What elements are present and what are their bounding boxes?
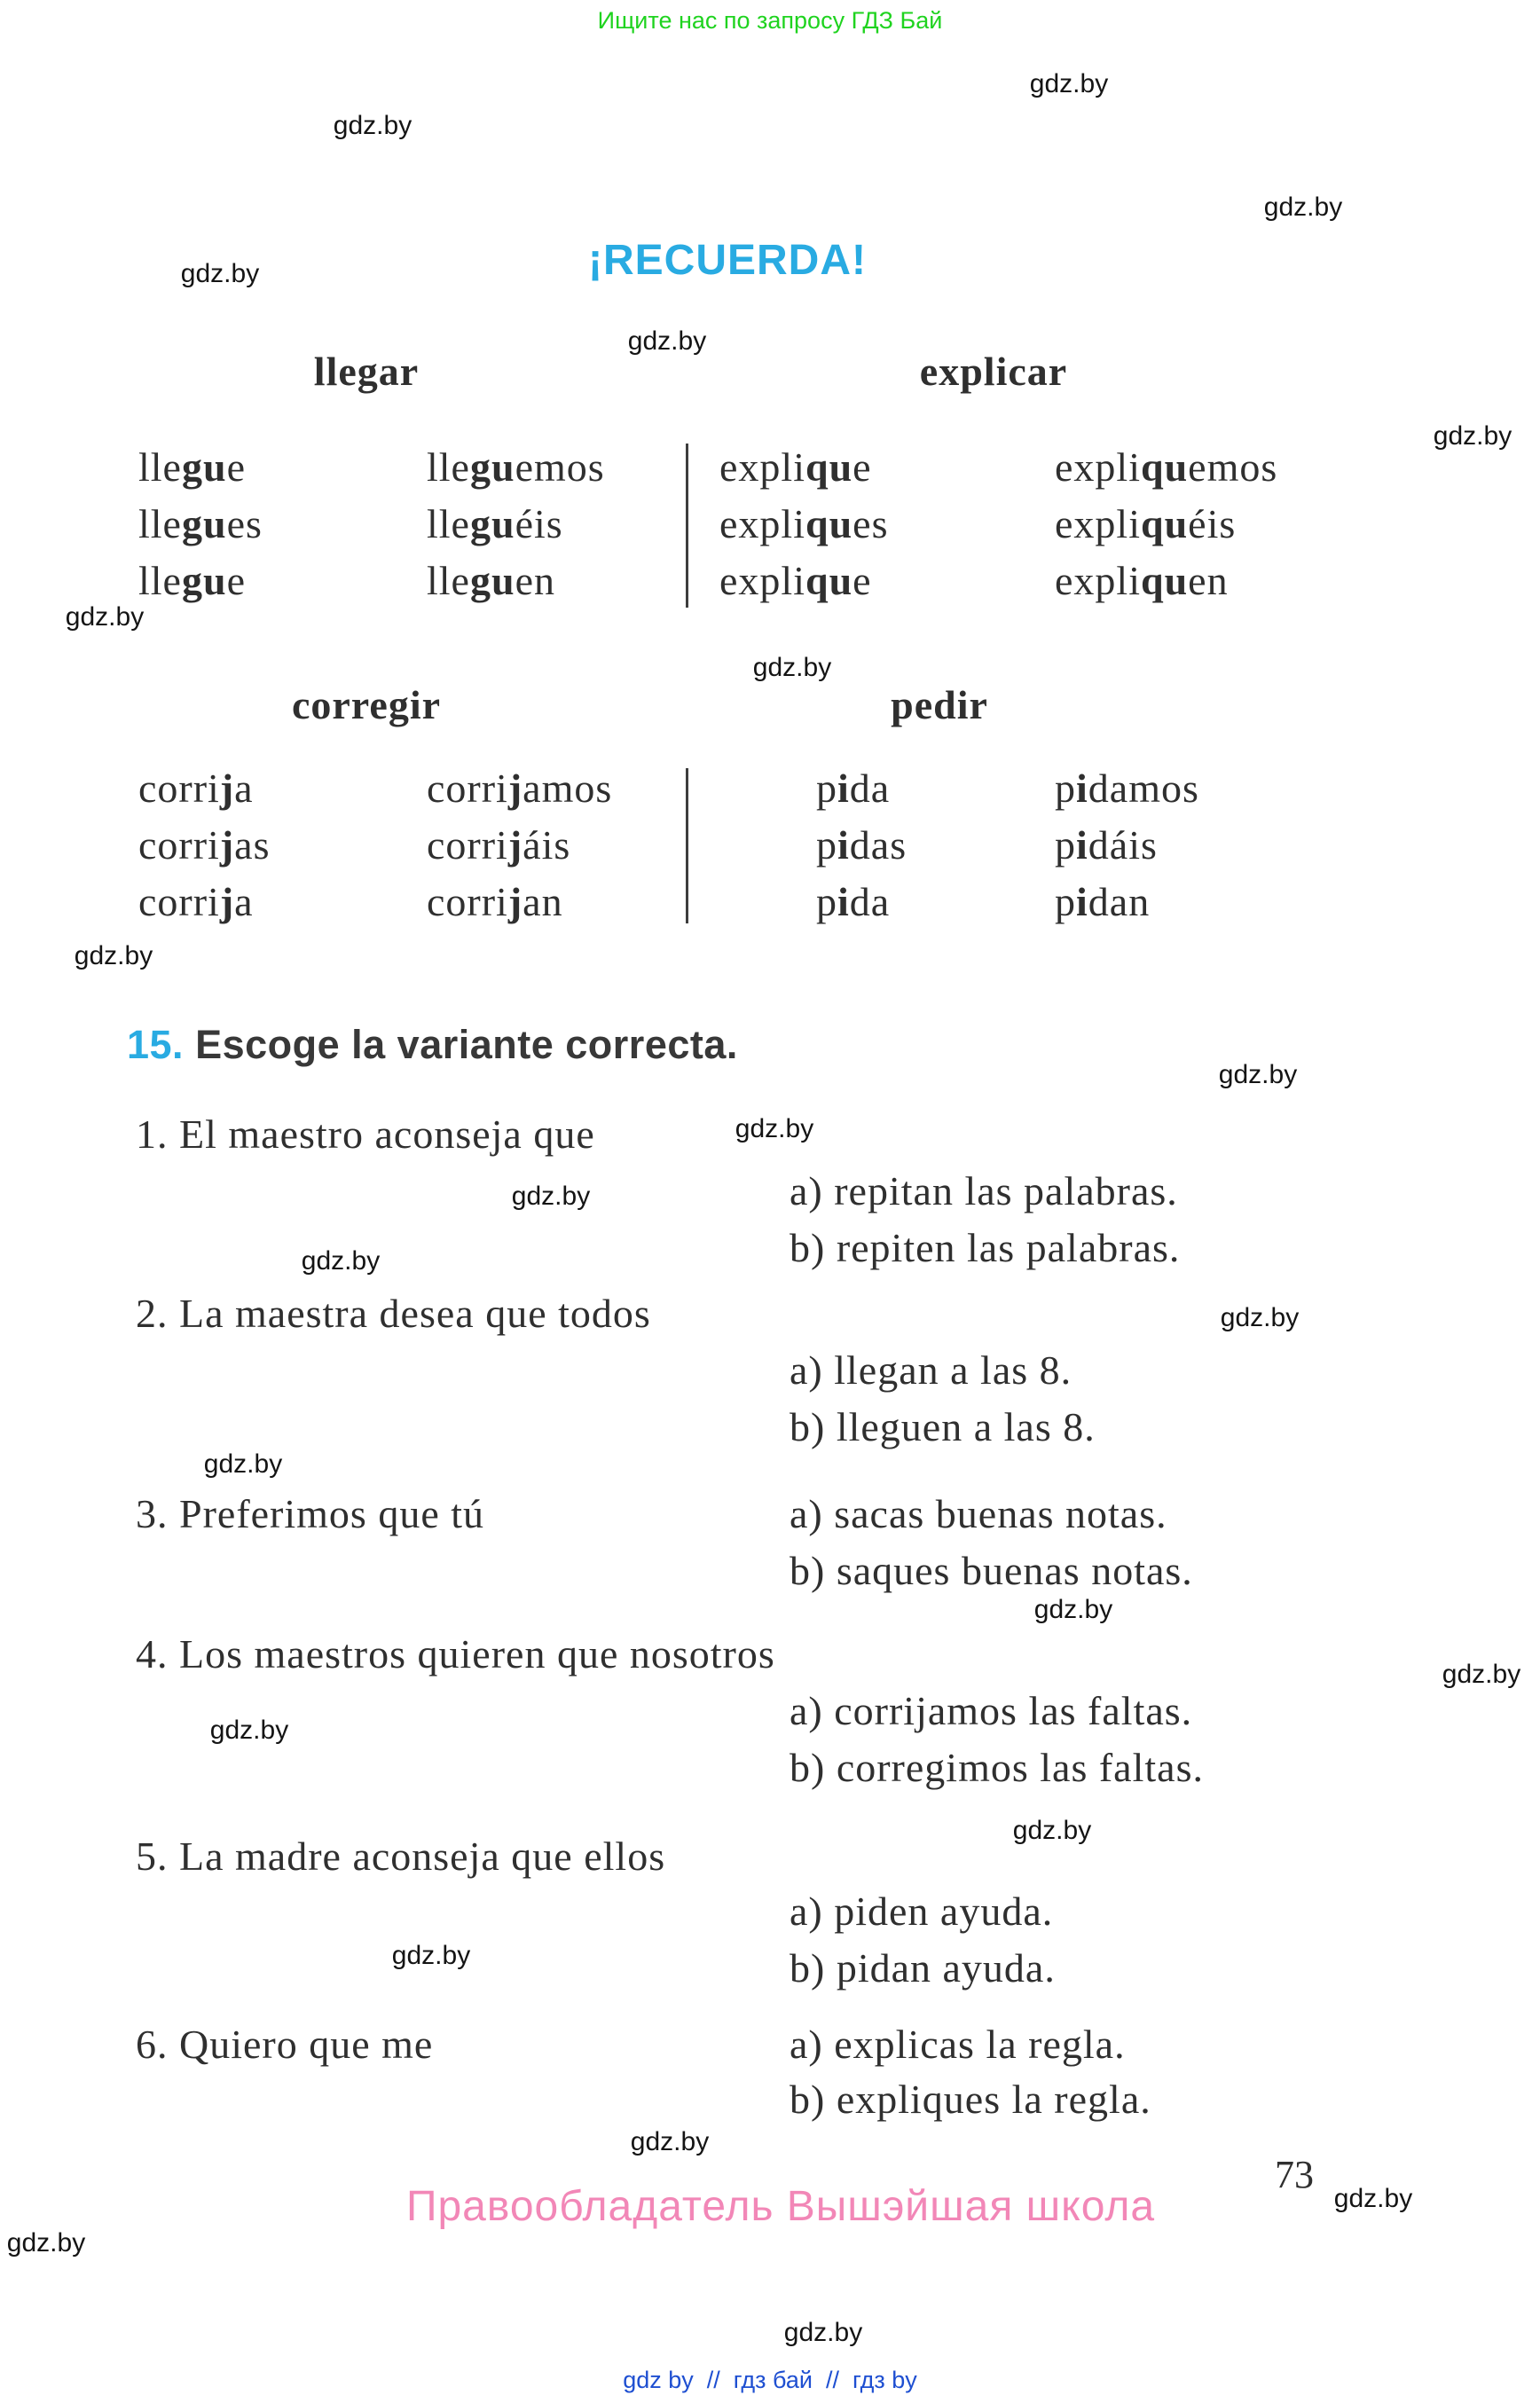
gdz-watermark: gdz.by (1433, 421, 1512, 451)
conjugation-cell: pida (816, 766, 891, 811)
gdz-watermark: gdz.by (1263, 192, 1343, 222)
gdz-watermark: gdz.by (627, 326, 707, 356)
conjugation-cell: expliquemos (1055, 444, 1278, 490)
conjugation-cell: pidamos (1055, 766, 1199, 811)
table-divider (686, 444, 688, 608)
item-stem: 4. Los maestros quieren que nosotros (136, 1631, 775, 1677)
conjugation-cell: lleguemos (427, 444, 605, 490)
item-stem: 5. La madre aconseja que ellos (136, 1834, 666, 1879)
gdz-watermark: gdz.by (301, 1246, 381, 1276)
item-stem: 1. El maestro aconseja que (136, 1111, 595, 1157)
conjugation-cell: corrija (138, 766, 254, 811)
gdz-watermark: gdz.by (1029, 69, 1109, 98)
gdz-watermark: gdz.by (783, 2318, 863, 2347)
verb-header-llegar: llegar (313, 349, 420, 394)
gdz-watermark: gdz.by (1012, 1816, 1092, 1845)
conjugation-cell: corrijas (138, 822, 271, 868)
option-line: b) lleguen a las 8. (790, 1404, 1096, 1449)
page-number: 73 (1275, 2153, 1314, 2196)
verb-header-corregir: corregir (291, 682, 442, 727)
option-line: b) expliques la regla. (790, 2077, 1151, 2122)
gdz-watermark: gdz.by (1218, 1060, 1298, 1089)
conjugation-cell: explique (719, 444, 872, 490)
conjugation-cell: corrija (138, 879, 254, 924)
gdz-watermark: gdz.by (180, 259, 260, 288)
site-banner-text: Ищите нас по запросу ГДЗ Бай (597, 7, 943, 34)
gdz-watermark: gdz.by (209, 1716, 289, 1745)
gdz-watermark: gdz.by (1220, 1303, 1300, 1332)
conjugation-cell: lleguen (427, 558, 555, 603)
conjugation-cell: lleguéis (427, 501, 563, 546)
item-stem: 6. Quiero que me (136, 2022, 434, 2067)
gdz-watermark: gdz.by (752, 653, 832, 682)
option-line: a) repitan las palabras. (790, 1168, 1178, 1213)
recuerda-title: ¡RECUERDA! (588, 237, 867, 284)
gdz-watermark: gdz.by (65, 602, 145, 632)
option-line: a) sacas buenas notas. (790, 1491, 1167, 1536)
option-line: a) piden ayuda. (790, 1889, 1054, 1934)
exercise-heading (127, 1022, 738, 1068)
gdz-watermark: gdz.by (1442, 1660, 1521, 1689)
gdz-watermark: gdz.by (511, 1182, 591, 1211)
conjugation-cell: llegue (138, 558, 246, 603)
option-line: b) corregimos las faltas. (790, 1745, 1204, 1790)
gdz-watermark: gdz.by (630, 2127, 710, 2156)
conjugation-cell: llegue (138, 444, 246, 490)
exercise-title: Escoge la variante correcta. (195, 1022, 738, 1067)
conjugation-cell: expliquéis (1055, 501, 1237, 546)
option-line: a) corrijamos las faltas. (790, 1688, 1193, 1733)
gdz-watermark: gdz.by (1333, 2184, 1413, 2213)
option-line: b) saques buenas notas. (790, 1548, 1193, 1593)
gdz-watermark: gdz.by (1033, 1595, 1113, 1624)
conjugation-cell: pidas (816, 822, 908, 868)
gdz-watermark: gdz.by (74, 941, 153, 970)
item-stem: 2. La maestra desea que todos (136, 1291, 651, 1336)
conjugation-cell: corrijáis (427, 822, 571, 868)
conjugation-cell: corrijamos (427, 766, 613, 811)
gdz-watermark: gdz.by (203, 1449, 283, 1479)
conjugation-cell: expliques (719, 501, 889, 546)
gdz-watermark: gdz.by (391, 1941, 471, 1970)
gdz-watermark: gdz.by (735, 1114, 814, 1143)
conjugation-cell: corrijan (427, 879, 563, 924)
verb-header-pedir: pedir (891, 682, 988, 727)
option-line: a) explicas la regla. (790, 2022, 1126, 2067)
footer-site-text: gdz by // гдз бай // гдз by (623, 2367, 917, 2393)
conjugation-cell: pida (816, 879, 891, 924)
conjugation-cell: pidáis (1055, 822, 1158, 868)
conjugation-cell: explique (719, 558, 872, 603)
option-line: a) llegan a las 8. (790, 1347, 1072, 1393)
conjugation-cell: expliquen (1055, 558, 1229, 603)
exercise-number: 15. (127, 1022, 185, 1067)
gdz-watermark: gdz.by (333, 111, 412, 140)
conjugation-cell: llegues (138, 501, 263, 546)
option-line: b) repiten las palabras. (790, 1225, 1181, 1270)
option-line: b) pidan ayuda. (790, 1945, 1056, 1991)
gdz-watermark: gdz.by (6, 2228, 86, 2258)
table-divider (686, 768, 688, 923)
item-stem: 3. Preferimos que tú (136, 1491, 485, 1536)
verb-header-explicar: explicar (919, 349, 1068, 394)
copyright-text: Правообладатель Вышэйшая школа (405, 2183, 1156, 2230)
conjugation-cell: pidan (1055, 879, 1151, 924)
